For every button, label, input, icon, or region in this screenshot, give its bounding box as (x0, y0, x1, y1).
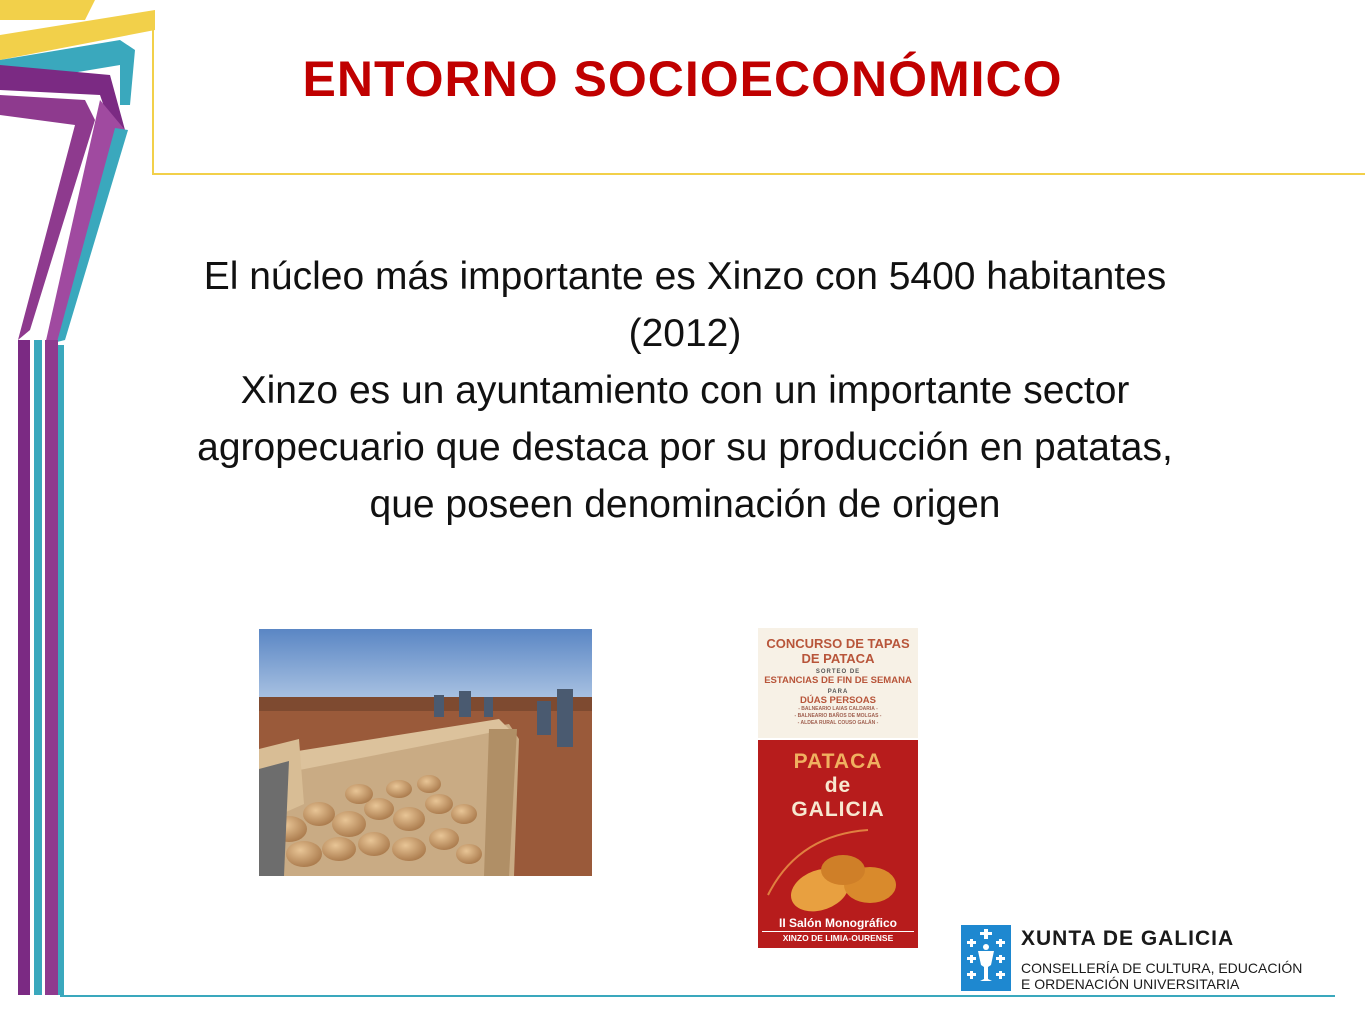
xunta-emblem-icon (961, 925, 1011, 991)
poster-place: - BALNEARIO LAIAS CALDARIA - (798, 706, 878, 712)
header-divider (152, 173, 1365, 175)
poster-heading: CONCURSO DE TAPAS DE PATACA (766, 636, 910, 666)
poster-para: PARA (827, 689, 849, 695)
poster-place: - ALDEA RURAL COUSO GALÁN - (797, 720, 879, 726)
slide-body (70, 248, 1300, 533)
footer-divider (60, 995, 1335, 997)
poster-sorteo: SORTEO DE (815, 669, 861, 675)
poster-prize: ESTANCIAS DE FIN DE SEMANA (764, 675, 912, 686)
xunta-dept-line: CONSELLERÍA DE CULTURA, EDUCACIÓN (1021, 960, 1303, 976)
poster-event: II Salón Monográfico (778, 916, 897, 930)
poster-location: XINZO DE LIMIA-OURENSE (762, 931, 914, 944)
xunta-dept-line: E ORDENACIÓN UNIVERSITARIA (1021, 976, 1240, 992)
poster-body (758, 740, 918, 948)
poster-header (758, 628, 918, 738)
body-line: Xinzo es un ayuntamiento con un importante sector (240, 369, 1130, 412)
body-line: que poseen denominación de origen (369, 483, 1001, 526)
poster-brand-line3: GALICIA (791, 798, 885, 821)
body-line: (2012) (628, 312, 742, 355)
xunta-name: XUNTA DE GALICIA (1021, 927, 1235, 950)
xunta-department (1021, 960, 1302, 992)
potato-harvest-photo (259, 629, 592, 876)
poster-brand-line2: de (824, 774, 852, 797)
poster-footer (758, 916, 918, 948)
body-line: agropecuario que destaca por su producción en patatas, (197, 426, 1173, 469)
poster-place: - BALNEARIO BAÑOS DE MOLGAS - (794, 713, 882, 719)
poster-brand (758, 750, 918, 822)
body-line: El núcleo más importante es Xinzo con 5400 habitantes (203, 255, 1167, 298)
slide-title: ENTORNO SOCIOECONÓMICO (302, 51, 1063, 107)
poster-brand-line1: PATACA (793, 750, 883, 773)
poster-persons: DÚAS PERSOAS (799, 695, 876, 706)
pataca-poster (758, 628, 918, 948)
